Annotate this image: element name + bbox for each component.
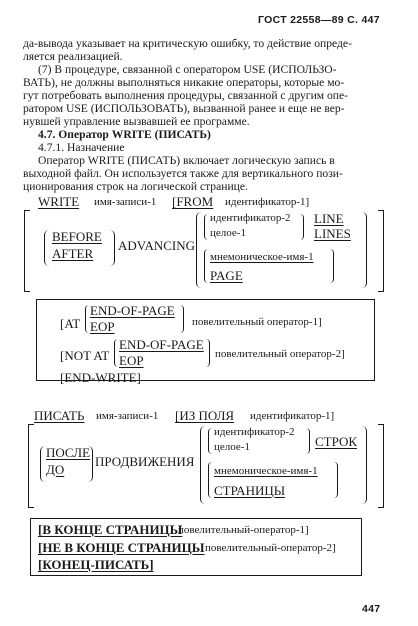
text-line: да-вывода указывает на критическую ошибку, то действие опреде- [23,37,352,50]
text-line: (7) В процедуре, связанной с оператором USE (ИСПОЛЬЗО- [38,63,337,76]
section-title: 4.7. Оператор WRITE (ПИСАТЬ) [38,128,211,141]
imperative-2: повелительный оператор-2] [215,348,345,360]
imperative-2-ru: повелительный-оператор-2] [205,542,336,554]
text-line: выходной файл. Он используется также для вертикального пози- [23,167,343,180]
kw-line: LINE [314,211,344,226]
text-line: нувшей управление вызвавшей ее программе. [23,115,250,128]
brace-left [208,428,212,454]
integer-1: целое-1 [210,227,246,239]
text-line: ционирования строк на логической странице. [23,180,248,193]
text-line: Оператор WRITE (ПИСАТЬ) включает логическую запись в [38,154,335,167]
mnemonic-name: мнемоническое-имя-1 [210,251,314,263]
brace-right [110,230,115,266]
text-line: гут потребовать выполнения процедуры, связанной с другим опе- [23,89,349,102]
record-name: имя-записи-1 [94,196,157,208]
brace-left [114,339,118,367]
kw-eop: EOP [119,353,144,368]
kw-not-at: [NOT AT [60,348,110,363]
kw-after: AFTER [52,246,94,261]
brace-right [362,426,367,504]
kw-from-ru: [ИЗ ПОЛЯ [175,408,235,423]
page-number: 447 [362,603,381,615]
kw-end-of-page: END-OF-PAGE [119,337,204,352]
kw-lines: LINES [314,226,351,241]
kw-end-write: [END-WRITE] [60,370,141,385]
brace-right [306,428,310,454]
kw-before-ru: ПОСЛЕ [46,445,91,460]
identifier-2: идентификатор-2 [210,212,291,224]
kw-not-eop-ru: [НЕ В КОНЦЕ СТРАНИЦЫ [38,540,205,555]
mnemonic-name-ru: мнемоническое-имя-1 [214,465,318,477]
brace-left [200,426,205,504]
kw-after-ru: ДО [46,462,65,477]
brace-left [44,230,49,266]
kw-page: PAGE [210,268,243,283]
kw-before: BEFORE [52,229,102,244]
identifier-2-ru: идентификатор-2 [214,426,295,438]
kw-advancing-ru: ПРОДВИЖЕНИЯ [95,454,195,469]
kw-at: [AT [60,316,81,331]
text-line: ратором USE (ИСПОЛЬЗОВАТЬ), вызванной ранее и еще не вер- [23,102,345,115]
brace-right [206,339,210,367]
kw-end-of-page: END-OF-PAGE [90,303,175,318]
record-name-ru: имя-записи-1 [96,410,159,422]
integer-1-ru: целое-1 [214,441,250,453]
bracket-left [24,210,30,292]
from-identifier: идентификатор-1] [225,196,310,208]
brace-left [208,462,212,498]
kw-advancing: ADVANCING [118,238,196,253]
brace-left [204,249,208,283]
brace-left [40,446,45,482]
kw-eop: EOP [90,319,115,334]
page-header: ГОСТ 22558—89 С. 447 [258,14,380,26]
brace-right [334,462,338,498]
brace-right [300,214,304,240]
text-line: ВАТЬ), не должны выполняться никакие операторы, которые мо- [23,76,345,89]
brace-right [180,305,184,333]
kw-line-ru: СТРОК [315,434,358,449]
bracket-right [378,210,384,292]
brace-right [330,249,334,283]
brace-left [204,214,208,240]
kw-at-eop-ru: [В КОНЦЕ СТРАНИЦЫ [38,522,183,537]
bracket-right [378,424,384,508]
brace-right [362,212,367,288]
bracket-left [28,424,34,508]
kw-write-ru: ПИСАТЬ [34,408,85,423]
brace-left [196,212,201,288]
kw-page-ru: СТРАНИЦЫ [214,483,286,498]
kw-write: WRITE [38,194,80,209]
subsection-title: 4.7.1. Назначение [38,141,125,154]
kw-from: [FROM [172,194,214,209]
text-line: ляется реализацией. [23,50,123,63]
kw-end-write-ru: [КОНЕЦ-ПИСАТЬ] [38,557,154,572]
from-identifier-ru: идентификатор-1] [250,410,335,422]
brace-left [85,305,89,333]
brace-right [88,446,93,482]
imperative-1: повелительный оператор-1] [192,316,322,328]
imperative-1-ru: повелительный-оператор-1] [178,524,309,536]
